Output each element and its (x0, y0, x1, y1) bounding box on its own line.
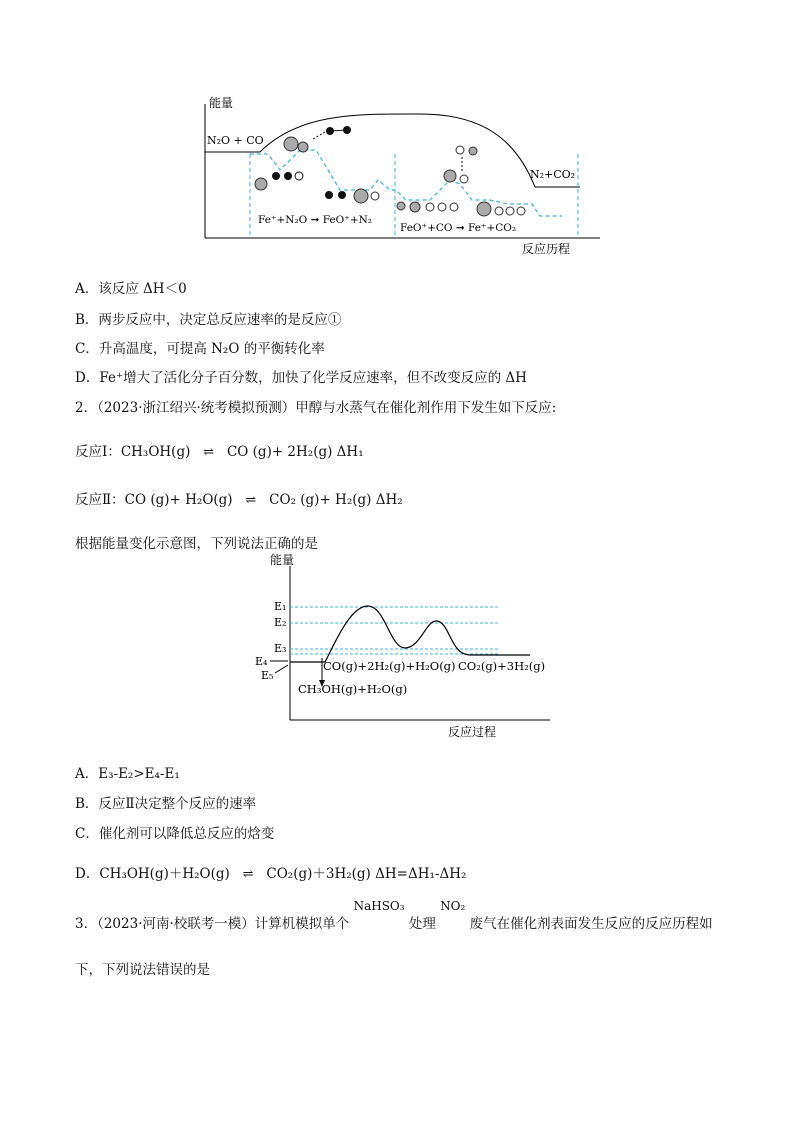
figure1-energy-diagram (190, 92, 610, 260)
fig2-species-right: CO₂(g)+3H₂(g) (458, 659, 546, 673)
fig2-y-axis-label: 能量 (270, 553, 295, 567)
q2-reaction1-rhs: CO (g)+ 2H₂(g) ΔH₁ (226, 444, 364, 460)
fig2-x-axis-label: 反应过程 (448, 725, 497, 739)
equilibrium-arrow-icon: ⇌ (245, 493, 257, 508)
q2-stem: 2．（2023·浙江绍兴·统考模拟预测）甲醇与水蒸气在催化剂作用下发生如下反应: (75, 400, 557, 416)
q3-stem-part1: 3．（2023·河南·校联考一模）计算机模拟单个 (75, 916, 350, 932)
fig2-level-e4: E₄ (255, 655, 268, 668)
q2-reaction-2 (75, 488, 403, 508)
q3-stem (75, 899, 713, 932)
fig2-level-e5: E₅ (261, 669, 274, 682)
fig1-molecule-sketches (255, 126, 525, 216)
q3-gas: NO₂ (440, 899, 466, 913)
fig1-catalyzed-pathway (250, 150, 562, 216)
q2-reaction1-lhs: 反应Ⅰ：CH₃OH(g) (75, 444, 191, 460)
equilibrium-arrow-icon: ⇌ (203, 445, 215, 460)
fig2-level-e1: E₁ (274, 600, 287, 613)
fig2-species-left: CH₃OH(g)+H₂O(g) (298, 682, 408, 696)
q1-option-c: C．升高温度，可提高 N₂O 的平衡转化率 (75, 341, 325, 357)
q3-stem-line2: 下，下列说法错误的是 (75, 962, 210, 978)
q3-reagent: NaHSO₃ (353, 899, 405, 913)
q2-reaction2-rhs: CO₂ (g)+ H₂(g) ΔH₂ (269, 492, 403, 508)
fig1-products-label: N₂+CO₂ (530, 168, 576, 181)
fig1-step1-label: Fe⁺+N₂O ➞ FeO⁺+N₂ (258, 214, 373, 226)
fig1-step2-label: FeO⁺+CO ➞ Fe⁺+CO₂ (400, 222, 517, 234)
fig2-level-e2: E₂ (274, 616, 287, 629)
q2-reaction2-lhs: 反应Ⅱ：CO (g)+ H₂O(g) (75, 492, 233, 508)
q1-option-b: B．两步反应中，决定总反应速率的是反应① (75, 312, 342, 328)
fig2-e5-pointer (275, 665, 288, 673)
q3-verb: 处理 (408, 916, 436, 932)
q3-stem-part2: 废气在催化剂表面发生反应的反应历程如 (469, 916, 713, 932)
fig2-level-e3: E₃ (274, 642, 287, 655)
figure2-energy-diagram (250, 548, 570, 742)
equilibrium-arrow-icon: ⇌ (242, 867, 254, 882)
fig1-y-axis-label: 能量 (209, 96, 234, 110)
q2-prompt: 根据能量变化示意图，下列说法正确的是 (75, 536, 318, 552)
fig2-species-mid: CO(g)+2H₂(g)+H₂O(g) (323, 659, 456, 673)
fig1-reactants-label: N₂O + CO (207, 134, 264, 147)
q1-option-a: A．该反应 ΔH＜0 (75, 281, 187, 297)
q2-optD-rhs: CO₂(g)＋3H₂(g) ΔH=ΔH₁-ΔH₂ (266, 866, 467, 882)
q1-option-d: D．Fe⁺增大了活化分子百分数，加快了化学反应速率，但不改变反应的 ΔH (75, 370, 527, 386)
q2-option-c: C．催化剂可以降低总反应的焓变 (75, 826, 275, 842)
q2-optD-lhs: D．CH₃OH(g)＋H₂O(g) (75, 866, 230, 882)
q2-option-b: B．反应Ⅱ决定整个反应的速率 (75, 796, 257, 812)
q2-reaction-1 (75, 440, 364, 460)
q2-option-a: A．E₃-E₂>E₄-E₁ (75, 766, 180, 782)
q2-option-d (75, 862, 466, 882)
fig1-x-axis-label: 反应历程 (522, 242, 571, 256)
